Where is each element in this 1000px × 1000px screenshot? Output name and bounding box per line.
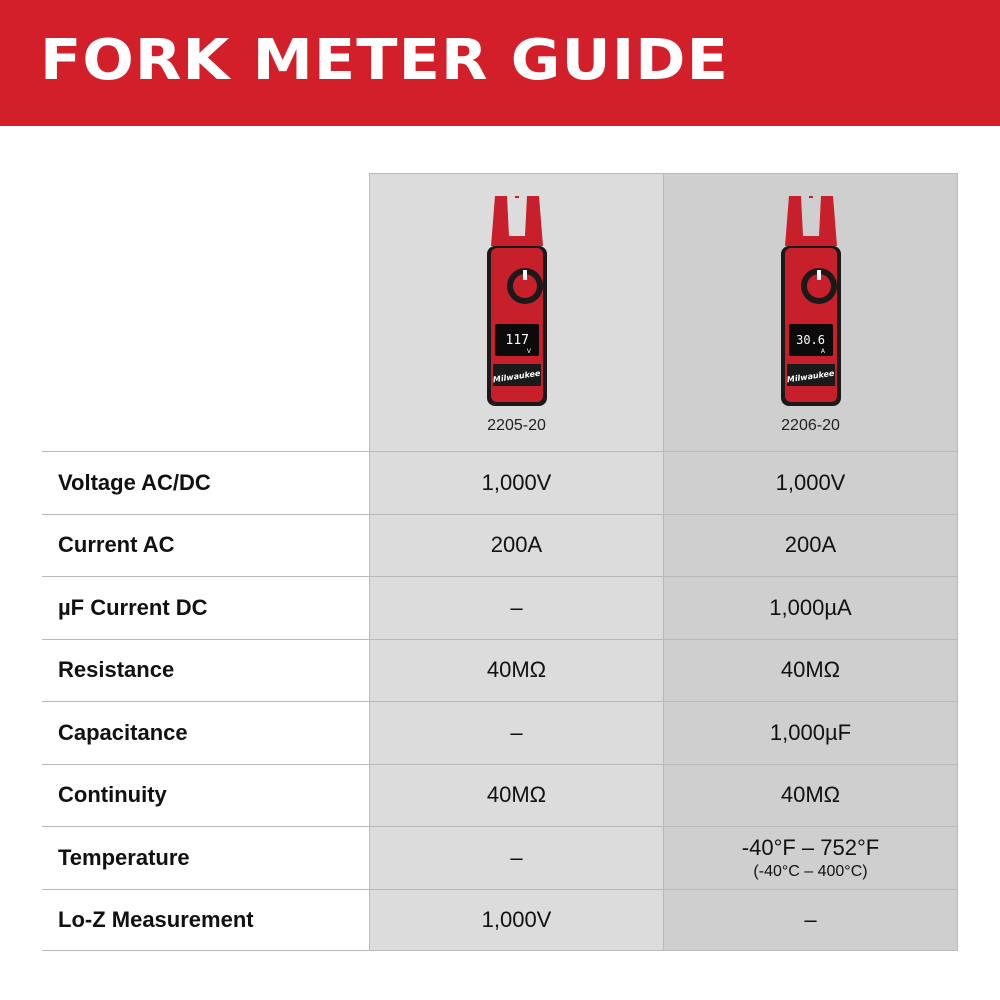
header-banner: [0, 0, 1000, 126]
spec-label: µF Current DC: [42, 577, 369, 639]
spec-value-2206: 1,000µF: [663, 702, 958, 764]
spec-value-2206: 40MΩ: [663, 640, 958, 702]
table-row: [42, 514, 958, 577]
spec-value-2206: 1,000µA: [663, 577, 958, 639]
spec-value-2206: 200A: [663, 515, 958, 577]
brand-logo-text: Milwaukee: [491, 368, 541, 385]
table-row: [42, 701, 958, 764]
brand-logo-text: Milwaukee: [785, 368, 835, 385]
spec-value-2205: –: [369, 577, 663, 639]
model-number: 2206-20: [781, 417, 840, 434]
spec-value-2206: -40°F – 752°F (-40°C – 400°C): [663, 827, 958, 889]
spec-label: Capacitance: [42, 702, 369, 764]
product-column-2206: [663, 173, 958, 452]
spec-value-2205: 200A: [369, 515, 663, 577]
spec-label: Current AC: [42, 515, 369, 577]
spec-label: Temperature: [42, 827, 369, 889]
spec-value-2206: 40MΩ: [663, 765, 958, 827]
spec-value-2206: –: [663, 890, 958, 951]
model-number: 2205-20: [487, 417, 546, 434]
spec-value-2205: 40MΩ: [369, 640, 663, 702]
spec-subvalue: (-40°C – 400°C): [753, 862, 868, 880]
product-column-2205: [369, 173, 663, 452]
spec-label: Continuity: [42, 765, 369, 827]
spec-value-2205: –: [369, 827, 663, 889]
fork-meter-2205-image: [485, 196, 549, 406]
spec-label: Resistance: [42, 640, 369, 702]
table-row: [42, 451, 958, 514]
table-row: [42, 639, 958, 702]
spec-table: [42, 451, 958, 951]
spec-value-2205: –: [369, 702, 663, 764]
meter-display-unit: V: [526, 348, 531, 355]
spec-value-2206: 1,000V: [663, 452, 958, 514]
spec-label: Voltage AC/DC: [42, 452, 369, 514]
meter-display-unit: A: [820, 348, 825, 355]
table-row: [42, 826, 958, 889]
spec-value-2205: 40MΩ: [369, 765, 663, 827]
meter-display-readout: 117: [505, 333, 529, 348]
spec-value-2205: 1,000V: [369, 890, 663, 951]
spec-value-2205: 1,000V: [369, 452, 663, 514]
table-row: [42, 764, 958, 827]
table-row: [42, 576, 958, 639]
table-row: [42, 889, 958, 952]
fork-meter-2206-image: [779, 196, 843, 406]
spec-label: Lo-Z Measurement: [42, 890, 369, 951]
meter-display-readout: 30.6: [795, 333, 825, 347]
page-title: FORK METER GUIDE: [40, 28, 729, 93]
